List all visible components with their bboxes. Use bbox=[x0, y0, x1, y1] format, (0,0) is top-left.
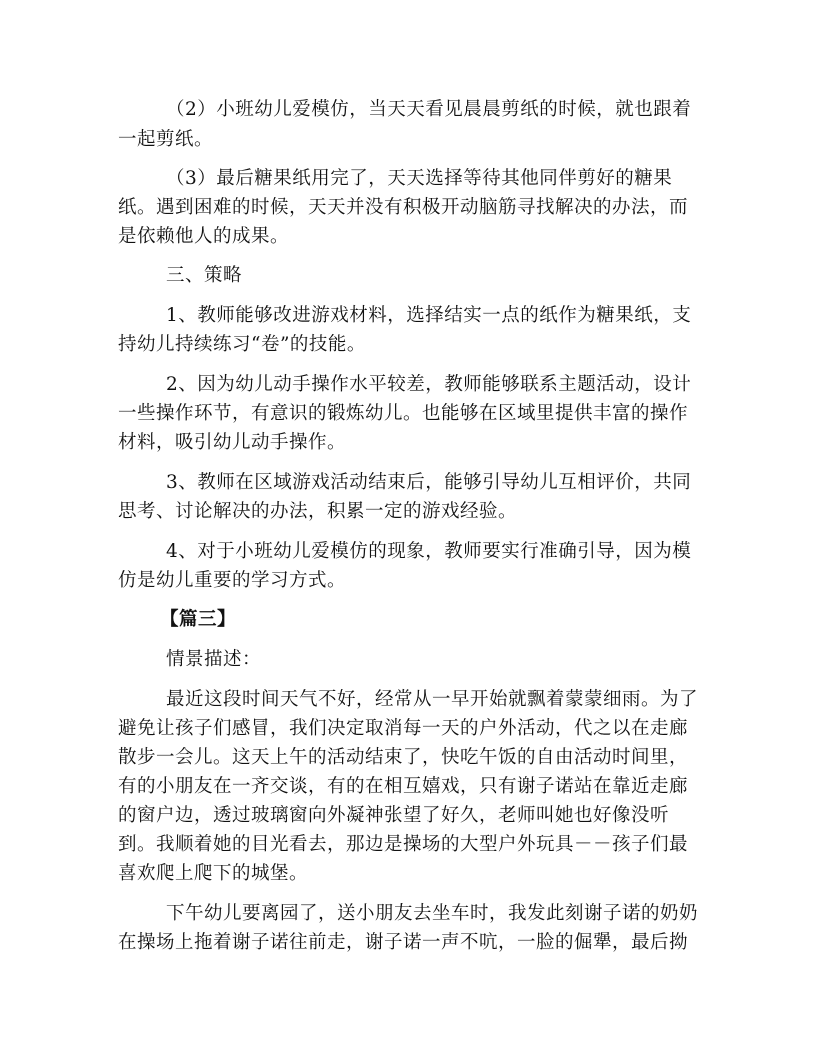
scene1-line-3: 散步一会儿。这天上午的活动结束了，快吃午饭的自由活动时间里， bbox=[118, 747, 689, 768]
obs3-line-3: 是依赖他人的成果。 bbox=[118, 226, 290, 247]
strategy4-line-1: 4、对于小班幼儿爱模仿的现象，教师要实行准确引导，因为模 bbox=[166, 541, 692, 562]
strategy3-line-2: 思考、讨论解决的办法，积累一定的游戏经验。 bbox=[118, 501, 518, 522]
strategy2-line-1: 2、因为幼儿动手操作水平较差，教师能够联系主题活动，设计 bbox=[166, 374, 692, 395]
scene-label: 情景描述： bbox=[166, 649, 262, 670]
scene1-line-5: 的窗户边，透过玻璃窗向外凝神张望了好久，老师叫她也好像没听 bbox=[118, 805, 670, 826]
scene1-line-2: 避免让孩子们感冒，我们决定取消每一天的户外活动，代之以在走廊 bbox=[118, 718, 689, 739]
obs2-line-2: 一起剪纸。 bbox=[118, 129, 214, 150]
strategy2-line-3: 材料，吸引幼儿动手操作。 bbox=[118, 432, 347, 453]
scene1-line-1: 最近这段时间天气不好，经常从一早开始就飘着蒙蒙细雨。为了 bbox=[166, 689, 699, 710]
strategy2-line-2: 一些操作环节，有意识的锻炼幼儿。也能够在区域里提供丰富的操作 bbox=[118, 403, 689, 424]
scene1-line-4: 有的小朋友在一齐交谈，有的在相互嬉戏，只有谢子诺站在靠近走廊 bbox=[118, 776, 689, 797]
scene1-line-7: 喜欢爬上爬下的城堡。 bbox=[118, 863, 309, 884]
strategy1-line-1: 1、教师能够改进游戏材料，选择结实一点的纸作为糖果纸，支 bbox=[166, 305, 692, 326]
scene1-line-6: 到。我顺着她的目光看去，那边是操场的大型户外玩具－－孩子们最 bbox=[118, 834, 689, 855]
obs3-line-1: （3）最后糖果纸用完了，天天选择等待其他同伴剪好的糖果 bbox=[166, 168, 673, 189]
obs3-line-2: 纸。遇到困难的时候，天天并没有积极开动脑筋寻找解决的办法，而 bbox=[118, 197, 689, 218]
strategy4-line-2: 仿是幼儿重要的学习方式。 bbox=[118, 570, 347, 591]
heading-strategy: 三、策略 bbox=[166, 265, 243, 286]
strategy3-line-1: 3、教师在区域游戏活动结束后，能够引导幼儿互相评价，共同 bbox=[166, 472, 692, 493]
strategy1-line-2: 持幼儿持续练习“卷”的技能。 bbox=[118, 334, 366, 355]
scene2-line-2: 在操场上拖着谢子诺往前走，谢子诺一声不吭，一脸的倔犟，最后拗 bbox=[118, 932, 689, 953]
scene2-line-1: 下午幼儿要离园了，送小朋友去坐车时，我发此刻谢子诺的奶奶 bbox=[166, 903, 699, 924]
section-title: 【篇三】 bbox=[160, 609, 237, 630]
obs2-line-1: （2）小班幼儿爱模仿，当天天看见晨晨剪纸的时候，就也跟着 bbox=[166, 99, 692, 120]
